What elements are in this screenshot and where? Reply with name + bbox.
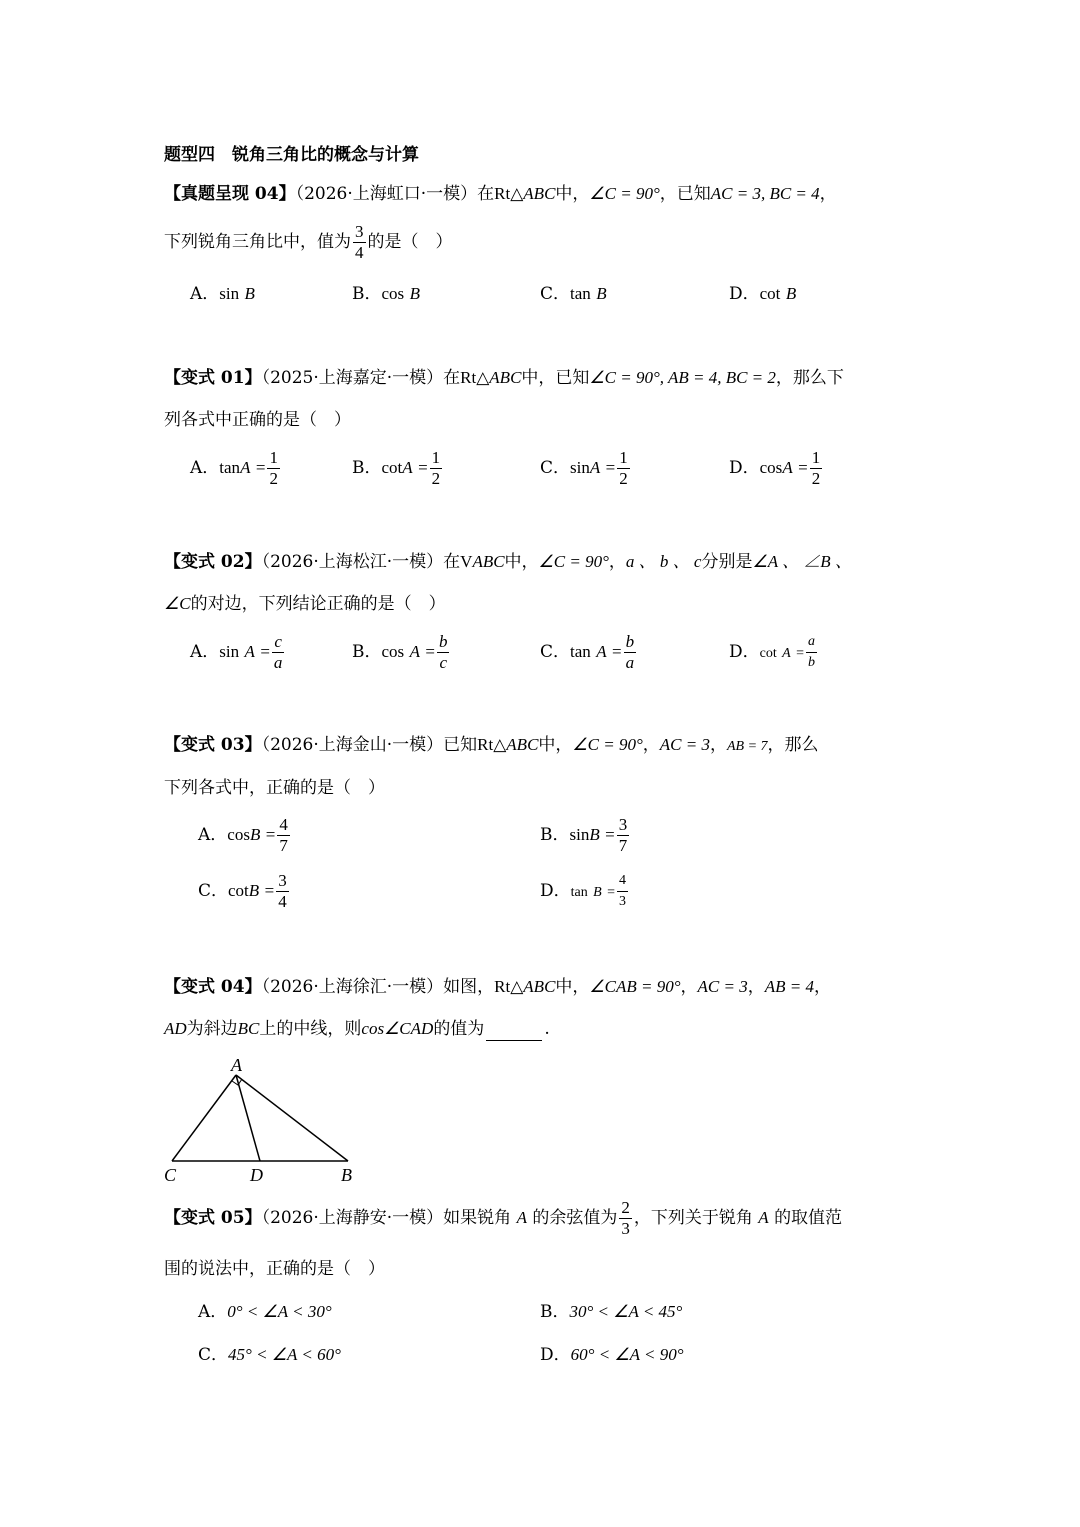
option-a[interactable]: [198, 1300, 332, 1324]
fraction-denominator: 2: [619, 469, 628, 488]
math-var: ABC: [489, 368, 522, 387]
option-eq: =: [612, 642, 622, 661]
fraction: [810, 448, 823, 489]
fraction: [353, 222, 366, 263]
option-fn: sin: [219, 642, 240, 661]
option-var: A: [782, 646, 791, 661]
option-fn: cot: [759, 646, 777, 661]
math-var: A: [758, 1208, 769, 1227]
question-text: 中，: [538, 735, 573, 755]
option-var: A: [782, 458, 793, 477]
option-eq: =: [796, 646, 805, 661]
triangle-figure: [160, 1055, 370, 1185]
side-ab: [236, 1075, 348, 1161]
question-text: 在: [477, 184, 495, 204]
answer-blank[interactable]: [486, 1022, 542, 1041]
option-var: B: [596, 284, 607, 303]
fraction-denominator: 7: [279, 836, 288, 855]
option-label: D．: [540, 881, 571, 901]
label-b: B: [341, 1165, 352, 1185]
question-text: 的对边，下列结论正确的是（ ）: [190, 594, 446, 614]
question-source: （2025·上海嘉定·一模）: [261, 368, 444, 388]
fraction-numerator: 1: [269, 448, 278, 467]
option-label: D．: [729, 458, 760, 478]
question-text: 如图，: [443, 977, 495, 997]
math-angle: ∠C: [164, 594, 191, 613]
fraction-denominator: b: [806, 652, 817, 673]
question-text: 下列锐角三角比中，值为: [164, 232, 351, 252]
option-fn: cot: [381, 458, 403, 477]
option-var: B: [244, 284, 255, 303]
question-5-line-2: 围的说法中，正确的是（ ）: [164, 1259, 385, 1279]
fraction-denominator: 2: [431, 469, 441, 488]
math-var: ABC: [523, 184, 556, 203]
option-label: B．: [352, 458, 382, 478]
fraction-denominator: 4: [355, 243, 364, 262]
option-b[interactable]: [352, 282, 420, 306]
question-text: 中，: [555, 977, 590, 997]
fraction-denominator: 3: [617, 891, 628, 912]
option-b[interactable]: [540, 815, 631, 856]
question-source: （2026·上海静安·一模）: [261, 1208, 444, 1228]
question-text: .: [544, 1019, 550, 1039]
option-fn: sin: [569, 825, 590, 844]
question-source: （2026·上海松江·一模）: [261, 552, 444, 572]
question-3-line-2: 下列各式中，正确的是（ ）: [164, 778, 385, 798]
option-a[interactable]: [190, 282, 255, 306]
question-text: ，下列关于锐角: [633, 1208, 753, 1228]
option-a[interactable]: [190, 632, 286, 673]
option-expr: 30° < ∠A < 45°: [569, 1302, 683, 1321]
option-eq: =: [425, 642, 435, 661]
option-fn: sin: [219, 284, 240, 303]
option-label: A．: [190, 642, 220, 662]
option-fn: cos: [381, 642, 405, 661]
option-label: B．: [540, 1302, 570, 1322]
option-d[interactable]: [540, 871, 630, 912]
question-text: ，: [642, 735, 660, 755]
option-eq: =: [418, 458, 428, 477]
question-text: 上的中线，则: [259, 1019, 362, 1039]
option-b[interactable]: [352, 632, 451, 673]
fraction: [806, 632, 817, 673]
fraction: [617, 448, 630, 489]
math-var: ABC: [472, 552, 505, 571]
question-text: ，: [680, 977, 698, 997]
math-rt: Rt△: [460, 368, 490, 387]
math-var: ABC: [523, 977, 556, 996]
math-condition: AB = 7: [726, 739, 768, 754]
option-eq: =: [265, 825, 276, 844]
option-c[interactable]: [198, 871, 291, 912]
question-tag: 【变式 03】: [164, 735, 262, 755]
fraction: [267, 448, 280, 489]
option-var: A: [244, 642, 255, 661]
option-expr: 60° < ∠A < 90°: [570, 1345, 684, 1364]
question-text: ，: [747, 977, 765, 997]
question-text: 的是（ ）: [367, 232, 453, 252]
math-rt: Rt△: [494, 977, 524, 996]
question-text: 如果锐角: [443, 1208, 512, 1228]
fraction-numerator: c: [274, 632, 282, 651]
math-condition: ∠C = 90°: [589, 184, 660, 203]
option-fn: sin: [570, 458, 590, 477]
question-text: 的取值范: [774, 1208, 843, 1228]
fraction-numerator: 4: [279, 815, 288, 834]
option-fn: cot: [759, 284, 781, 303]
option-eq: =: [264, 881, 275, 900]
option-label: A．: [198, 1302, 228, 1322]
option-label: D．: [540, 1345, 571, 1365]
question-text: ，: [819, 184, 837, 204]
option-d[interactable]: [729, 632, 819, 673]
question-2-line-1: [164, 550, 852, 574]
option-var: B: [249, 825, 261, 844]
option-d[interactable]: [540, 1343, 684, 1367]
label-a: A: [231, 1055, 242, 1075]
option-expr: 0° < ∠A < 30°: [227, 1302, 332, 1321]
math-var: AD: [164, 1019, 187, 1038]
question-text: 为斜边: [186, 1019, 238, 1039]
math-condition: AC = 3: [697, 977, 748, 996]
option-label: A．: [190, 458, 220, 478]
option-c[interactable]: [540, 282, 607, 306]
fraction-denominator: a: [625, 653, 635, 672]
fraction-numerator: 1: [619, 448, 628, 467]
label-d: D: [250, 1165, 263, 1185]
option-fn: cos: [227, 825, 250, 844]
option-label: C．: [540, 284, 571, 304]
fraction-numerator: b: [625, 632, 635, 651]
option-a[interactable]: [190, 448, 282, 489]
option-d[interactable]: [729, 448, 824, 489]
option-var: B: [785, 284, 797, 303]
question-text: 中，: [555, 184, 590, 204]
fraction-numerator: 3: [278, 871, 287, 890]
fraction-numerator: 1: [431, 448, 441, 467]
fraction-denominator: 4: [278, 892, 287, 911]
fraction-numerator: a: [808, 634, 816, 649]
fraction: [272, 632, 285, 673]
option-label: B．: [540, 825, 570, 845]
option-label: A．: [198, 825, 228, 845]
math-condition: ∠C = 90°: [572, 735, 643, 754]
option-eq: =: [260, 642, 270, 661]
question-0-line-2: [164, 222, 453, 263]
fraction: [430, 448, 443, 489]
math-var: ABC: [506, 735, 539, 754]
section-title: 题型四 锐角三角比的概念与计算: [164, 145, 419, 165]
question-tag: 【变式 05】: [164, 1208, 262, 1228]
option-label: D．: [729, 284, 760, 304]
question-text: ，: [813, 977, 831, 997]
question-text: ，那么下: [775, 368, 844, 388]
option-fn: tan: [219, 458, 241, 477]
math-condition: AB = 4: [764, 977, 814, 996]
question-tag: 【真题呈现 04】: [164, 184, 296, 204]
math-condition: ∠C = 90°: [538, 552, 609, 571]
fraction-denominator: 2: [269, 469, 278, 488]
option-eq: =: [607, 885, 616, 900]
fraction-denominator: 7: [618, 836, 628, 855]
math-sides: a 、 b 、 c: [625, 552, 702, 571]
option-fn: tan: [570, 284, 591, 303]
question-source: （2026·上海金山·一模）: [261, 735, 444, 755]
fraction: [617, 815, 630, 856]
option-label: C．: [540, 642, 571, 662]
option-fn: cos: [381, 284, 405, 303]
question-tag: 【变式 04】: [164, 977, 262, 997]
option-eq: =: [798, 458, 808, 477]
option-fn: cot: [228, 881, 249, 900]
fraction-numerator: 3: [355, 222, 364, 241]
question-0-line-1: [164, 182, 837, 206]
math-condition: ∠CAB = 90°: [589, 977, 681, 996]
fraction-numerator: 4: [619, 873, 627, 888]
math-condition: ∠C = 90°, AB = 4, BC = 2: [589, 368, 776, 387]
fraction: [624, 632, 637, 673]
math-rt: Rt△: [477, 735, 507, 754]
option-var: A: [402, 458, 413, 477]
option-eq: =: [255, 458, 266, 477]
option-label: D．: [729, 642, 760, 662]
option-var: A: [596, 642, 607, 661]
option-var: A: [240, 458, 251, 477]
question-text: 的值为: [433, 1019, 485, 1039]
option-var: B: [589, 825, 600, 844]
option-eq: =: [605, 825, 615, 844]
math-angles: ∠A 、 ∠B 、: [752, 552, 852, 571]
question-text: 中，: [504, 552, 539, 572]
option-label: A．: [190, 284, 220, 304]
math-expression: cos∠CAD: [361, 1019, 434, 1038]
fraction: [437, 632, 450, 673]
question-4-line-1: [164, 975, 831, 999]
option-var: A: [589, 458, 601, 477]
question-text: ，: [608, 552, 626, 572]
option-c[interactable]: [198, 1343, 341, 1367]
fraction-denominator: 2: [811, 469, 821, 488]
option-expr: 45° < ∠A < 60°: [228, 1345, 341, 1364]
option-var: B: [248, 881, 260, 900]
math-rt: Rt△: [494, 184, 524, 203]
option-b[interactable]: [352, 448, 444, 489]
question-text: 的余弦值为: [532, 1208, 618, 1228]
median-ad: [236, 1075, 260, 1161]
label-c: C: [164, 1165, 177, 1185]
question-tag: 【变式 01】: [164, 368, 262, 388]
option-fn: tan: [570, 885, 588, 900]
question-text: 中，已知: [521, 368, 590, 388]
question-text: ，已知: [659, 184, 711, 204]
fraction-numerator: 2: [621, 1198, 630, 1217]
option-d[interactable]: [729, 282, 796, 306]
fraction-numerator: 1: [811, 448, 821, 467]
fraction-numerator: 3: [618, 815, 628, 834]
question-5-line-1: [164, 1198, 842, 1239]
option-label: C．: [540, 458, 571, 478]
option-var: B: [409, 284, 420, 303]
math-var: A: [516, 1208, 527, 1227]
fraction-numerator: b: [438, 632, 448, 651]
option-label: B．: [352, 284, 382, 304]
option-var: B: [593, 885, 602, 900]
math-condition: AC = 3: [659, 735, 710, 754]
question-text: 已知: [443, 735, 478, 755]
fraction-denominator: c: [439, 653, 447, 672]
fraction-denominator: a: [273, 653, 283, 672]
math-condition: AC = 3, BC = 4: [710, 184, 820, 203]
fraction: [617, 871, 628, 912]
option-label: C．: [198, 1345, 229, 1365]
question-tag: 【变式 02】: [164, 552, 262, 572]
question-4-line-2: [164, 1017, 550, 1041]
option-b[interactable]: [540, 1300, 682, 1324]
question-text: 分别是: [701, 552, 753, 572]
fraction: [619, 1198, 632, 1239]
question-3-line-1: [164, 733, 819, 759]
option-eq: =: [605, 458, 616, 477]
question-2-line-2: [164, 592, 446, 616]
fraction-denominator: 3: [621, 1219, 630, 1238]
question-text: 在: [443, 368, 461, 388]
fraction: [276, 871, 289, 912]
question-text: ，那么: [767, 735, 819, 755]
option-fn: tan: [570, 642, 591, 661]
option-c[interactable]: [540, 448, 632, 489]
fraction: [277, 815, 290, 856]
option-fn: cos: [759, 458, 783, 477]
math-triangle: V: [460, 552, 473, 571]
question-1-line-1: [164, 366, 844, 390]
option-label: B．: [352, 642, 382, 662]
question-source: （2026·上海徐汇·一模）: [261, 977, 444, 997]
option-c[interactable]: [540, 632, 638, 673]
option-label: C．: [198, 881, 229, 901]
question-text: 在: [443, 552, 461, 572]
option-a[interactable]: [198, 815, 292, 856]
math-var: BC: [237, 1019, 260, 1038]
side-ac: [172, 1075, 236, 1161]
question-text: ，: [709, 735, 727, 755]
question-1-line-2: 列各式中正确的是（ ）: [164, 410, 351, 430]
option-var: A: [409, 642, 420, 661]
question-source: （2026·上海虹口·一模）: [295, 184, 478, 204]
